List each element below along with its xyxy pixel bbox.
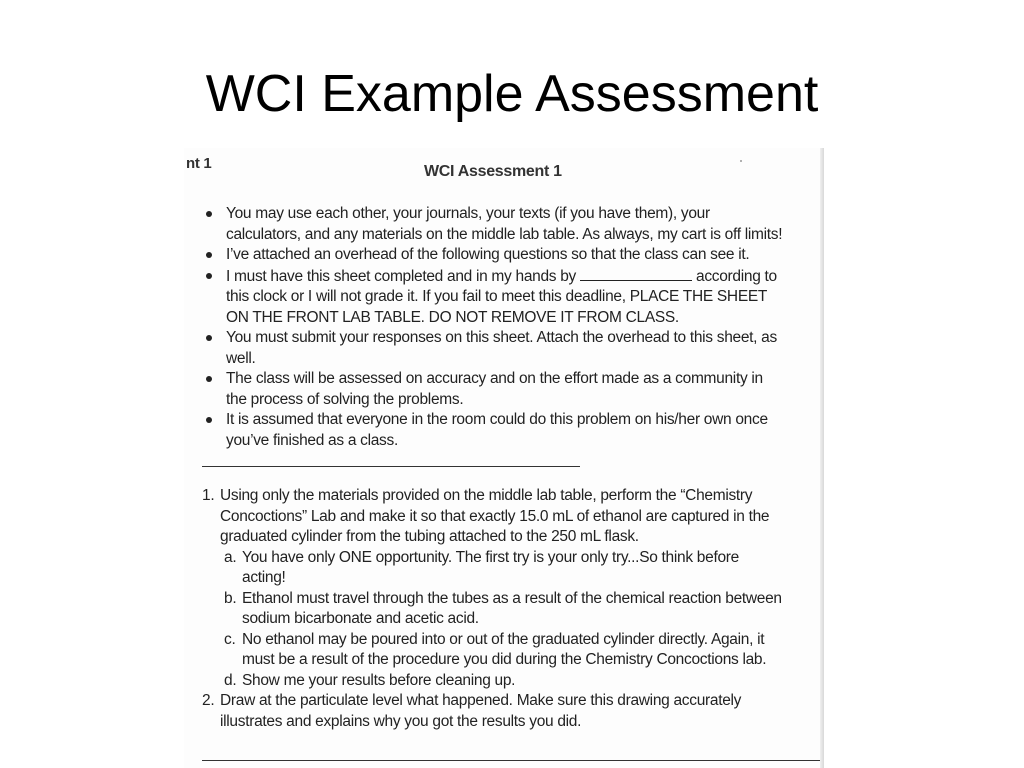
instructions-list [204, 204, 786, 451]
instruction-text: It is assumed that everyone in the room could do this problem on his/her own once you’ve finished as a class. [226, 411, 768, 449]
instruction-text: I must have this sheet completed and in my hands by [226, 267, 577, 285]
subitem [220, 589, 786, 630]
instruction-item [204, 410, 786, 451]
subitem [220, 548, 786, 589]
section-divider [202, 466, 580, 467]
bullet-icon [206, 417, 212, 423]
subitem-text: No ethanol may be poured into or out of the graduated cylinder directly. Again, it must be a result of the procedure you did during the Chemistry Concoctions lab. [242, 630, 767, 668]
question-number: 2. [202, 692, 215, 709]
instruction-text: You must submit your responses on this sheet. Attach the overhead to this sheet, as well. [226, 329, 777, 367]
subitem-text: You have only ONE opportunity. The first try is your only try...So think before acting! [242, 548, 739, 586]
slide-title: WCI Example Assessment [205, 65, 819, 123]
subitem-text: Show me your results before cleaning up. [242, 671, 516, 689]
subitem-text: Ethanol must travel through the tubes as a result of the chemical reaction between sodium bicarbonate and acetic acid. [242, 589, 782, 627]
subitem-letter: c. [224, 630, 236, 648]
question-text: Using only the materials provided on the middle lab table, perform the “Chemistry Concoctions” Lab and make it so that exactly 15.0 mL of ethanol are captured in the graduated cylinder from the tubing attached to the 250 mL flask. [220, 487, 770, 545]
instruction-text: according to this clock or I will not grade it. If you fail to meet this deadline, PLACE THE SHEET ON THE FRONT LAB TABLE. DO NOT REMOVE IT FROM CLASS. [226, 267, 777, 326]
deadline-blank-line [580, 266, 692, 281]
question-text: Draw at the particulate level what happened. Make sure this drawing accurately illustrates and explains why you got the results you did. [220, 692, 742, 730]
bullet-icon [206, 335, 212, 341]
instruction-text: The class will be assessed on accuracy and on the effort made as a community in the process of solving the problems. [226, 370, 763, 408]
cut-off-header: nt 1 [186, 155, 212, 172]
instruction-item-deadline [204, 266, 786, 329]
subitem [220, 671, 786, 692]
bullet-icon [206, 376, 212, 382]
question-subitems [220, 548, 786, 692]
instruction-text: You may use each other, your journals, your texts (if you have them), your calculators, and any materials on the middle lab table. As always, my cart is off limits! [226, 205, 783, 243]
question-item [202, 486, 786, 691]
subitem-letter: b. [224, 589, 237, 607]
instruction-item [204, 245, 786, 266]
page-edge-shadow [820, 148, 824, 768]
subitem [220, 630, 786, 671]
bullet-icon [206, 211, 212, 217]
instruction-item [204, 369, 786, 410]
bullet-icon [206, 273, 212, 279]
question-item [202, 691, 786, 732]
question-number: 1. [202, 487, 215, 504]
instruction-item [204, 328, 786, 369]
instruction-text: I’ve attached an overhead of the following questions so that the class can see it. [226, 246, 750, 263]
scan-speck [740, 160, 742, 162]
subitem-letter: d. [224, 671, 237, 689]
instruction-item [204, 204, 786, 245]
bullet-icon [206, 252, 212, 258]
subitem-letter: a. [224, 548, 237, 566]
document-title: WCI Assessment 1 [424, 163, 562, 180]
bottom-divider [202, 760, 820, 761]
scanned-document [184, 148, 824, 768]
questions-list [202, 486, 786, 732]
